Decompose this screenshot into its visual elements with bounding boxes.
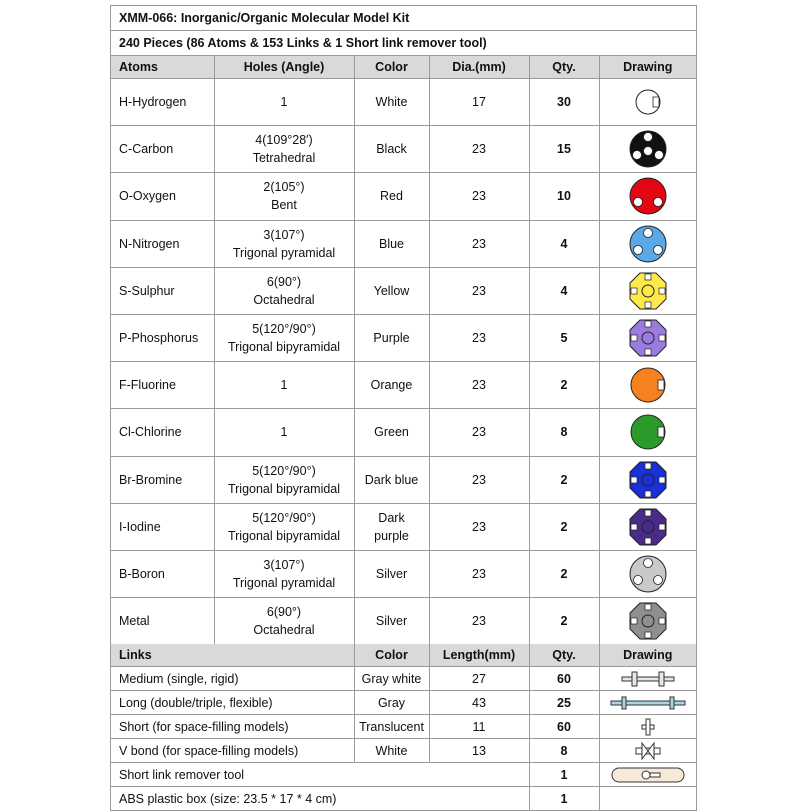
atom-color [354, 598, 429, 645]
metal-icon [628, 601, 668, 641]
atom-drawing [599, 409, 696, 456]
bromine-icon [628, 460, 668, 500]
atom-drawing [599, 598, 696, 645]
atom-holes-count: 1 [280, 425, 288, 440]
atom-drawing [599, 79, 696, 126]
extra-name: ABS plastic box (size: 23.5 * 17 * 4 cm) [111, 787, 529, 811]
atom-geometry: Trigonal pyramidal [232, 575, 336, 590]
atom-diameter: 23 [429, 456, 529, 503]
atom-diameter: 23 [429, 126, 529, 173]
link-name: V bond (for space-filling models) [111, 739, 354, 763]
medium-link-icon [608, 669, 688, 689]
extra-name: Short link remover tool [111, 763, 529, 787]
atom-color [354, 267, 429, 314]
atom-name: Cl-Chlorine [111, 409, 214, 456]
iodine-icon [628, 507, 668, 547]
atom-holes [214, 79, 354, 126]
atom-holes [214, 409, 354, 456]
atom-holes-count: 1 [280, 95, 288, 110]
atom-diameter: 23 [429, 409, 529, 456]
link-row [111, 691, 696, 715]
extra-drawing [599, 763, 696, 787]
atom-qty: 15 [529, 126, 599, 173]
atom-color-line: Orange [370, 378, 413, 393]
header-dia: Dia.(mm) [429, 56, 529, 79]
extra-qty: 1 [529, 787, 599, 811]
atom-color-line: purple [374, 528, 409, 543]
atom-qty: 2 [529, 362, 599, 409]
v-bond-icon [608, 741, 688, 761]
link-color: Translucent [354, 715, 429, 739]
atom-holes [214, 220, 354, 267]
atom-qty: 4 [529, 220, 599, 267]
atom-color-line: Green [374, 425, 409, 440]
atom-qty: 4 [529, 267, 599, 314]
atom-color-line: Dark blue [364, 472, 419, 487]
link-drawing [599, 739, 696, 763]
atom-holes-count: 4(109°28′) [255, 133, 313, 148]
atom-color [354, 126, 429, 173]
atom-row [111, 79, 696, 126]
atom-diameter: 23 [429, 550, 529, 597]
link-drawing [599, 667, 696, 691]
atom-name: I-Iodine [111, 503, 214, 550]
hydrogen-icon [628, 82, 668, 122]
atom-holes [214, 598, 354, 645]
fluorine-icon [628, 365, 668, 405]
atom-name: H-Hydrogen [111, 79, 214, 126]
chlorine-icon [628, 412, 668, 452]
atom-drawing [599, 220, 696, 267]
atoms-table [111, 56, 696, 644]
link-row [111, 739, 696, 763]
atom-geometry: Trigonal pyramidal [232, 245, 336, 260]
header-qty: Qty. [529, 56, 599, 79]
atoms-body [111, 79, 696, 645]
extra-drawing [599, 787, 696, 811]
atom-drawing [599, 173, 696, 220]
link-name: Short (for space-filling models) [111, 715, 354, 739]
short-link-icon [608, 717, 688, 737]
atom-holes-count: 3(107°) [263, 227, 305, 242]
header-link-qty: Qty. [529, 644, 599, 667]
header-length: Length(mm) [429, 644, 529, 667]
atom-holes [214, 550, 354, 597]
atom-color-line: Silver [375, 566, 408, 581]
atom-holes-count: 5(120°/90°) [252, 510, 316, 525]
atom-row [111, 220, 696, 267]
header-color: Color [354, 56, 429, 79]
atom-row [111, 314, 696, 361]
title-line-2: 240 Pieces (86 Atoms & 153 Links & 1 Short link remover tool) [111, 31, 696, 56]
link-color: Gray [354, 691, 429, 715]
link-qty: 25 [529, 691, 599, 715]
atom-diameter: 23 [429, 173, 529, 220]
atom-color-line: Silver [375, 614, 408, 629]
atom-holes-count: 3(107°) [263, 557, 305, 572]
link-name: Long (double/triple, flexible) [111, 691, 354, 715]
header-link-drawing: Drawing [599, 644, 696, 667]
atom-diameter: 23 [429, 220, 529, 267]
atom-name: P-Phosphorus [111, 314, 214, 361]
link-length: 13 [429, 739, 529, 763]
atom-row [111, 598, 696, 645]
sulphur-icon [628, 271, 668, 311]
atom-color-line: Dark [378, 510, 405, 525]
atom-name: S-Sulphur [111, 267, 214, 314]
atom-drawing [599, 456, 696, 503]
atom-color-line: White [375, 95, 408, 110]
atom-name: Metal [111, 598, 214, 645]
atom-qty: 30 [529, 79, 599, 126]
carbon-icon [628, 129, 668, 169]
atom-row [111, 173, 696, 220]
atom-geometry: Trigonal bipyramidal [227, 528, 341, 543]
atom-diameter: 23 [429, 314, 529, 361]
atom-diameter: 23 [429, 598, 529, 645]
atom-color [354, 550, 429, 597]
header-link-color: Color [354, 644, 429, 667]
extra-qty: 1 [529, 763, 599, 787]
link-qty: 8 [529, 739, 599, 763]
link-qty: 60 [529, 715, 599, 739]
atom-drawing [599, 550, 696, 597]
atom-row [111, 503, 696, 550]
link-qty: 60 [529, 667, 599, 691]
atom-qty: 2 [529, 456, 599, 503]
atom-color-line: Blue [378, 236, 405, 251]
atom-qty: 10 [529, 173, 599, 220]
link-name: Medium (single, rigid) [111, 667, 354, 691]
atom-holes-count: 5(120°/90°) [252, 322, 316, 337]
atom-holes [214, 456, 354, 503]
atom-diameter: 17 [429, 79, 529, 126]
atom-holes-count: 2(105°) [263, 180, 305, 195]
boron-icon [628, 554, 668, 594]
link-length: 43 [429, 691, 529, 715]
atom-color [354, 314, 429, 361]
atom-name: N-Nitrogen [111, 220, 214, 267]
atom-holes [214, 173, 354, 220]
nitrogen-icon [628, 224, 668, 264]
header-holes: Holes (Angle) [214, 56, 354, 79]
link-color: Gray white [354, 667, 429, 691]
atom-holes-count: 1 [280, 378, 288, 393]
links-body [111, 644, 696, 810]
atom-drawing [599, 267, 696, 314]
atom-color [354, 409, 429, 456]
atom-row [111, 267, 696, 314]
atom-qty: 2 [529, 503, 599, 550]
atom-color-line: Red [380, 189, 403, 204]
atom-geometry: Octahedral [253, 292, 315, 307]
atom-color [354, 220, 429, 267]
atom-holes-count: 5(120°/90°) [252, 463, 316, 478]
atom-color [354, 362, 429, 409]
link-length: 27 [429, 667, 529, 691]
atom-holes-count: 6(90°) [266, 605, 302, 620]
atom-holes [214, 126, 354, 173]
header-atoms: Atoms [111, 56, 214, 79]
atom-row [111, 126, 696, 173]
atom-qty: 2 [529, 550, 599, 597]
atom-holes [214, 362, 354, 409]
oxygen-icon [628, 176, 668, 216]
atom-geometry: Trigonal bipyramidal [227, 481, 341, 496]
atom-color-line: Black [376, 142, 407, 157]
atom-color [354, 79, 429, 126]
atom-diameter: 23 [429, 503, 529, 550]
atom-color [354, 503, 429, 550]
header-drawing: Drawing [599, 56, 696, 79]
link-row [111, 715, 696, 739]
atom-geometry: Octahedral [253, 623, 315, 638]
extra-row [111, 763, 696, 787]
atom-row [111, 409, 696, 456]
remover-tool-icon [608, 765, 688, 785]
atom-name: B-Boron [111, 550, 214, 597]
spec-sheet [110, 5, 697, 811]
atom-geometry: Trigonal bipyramidal [227, 340, 341, 355]
atom-holes [214, 503, 354, 550]
atom-qty: 2 [529, 598, 599, 645]
atom-name: C-Carbon [111, 126, 214, 173]
atom-qty: 8 [529, 409, 599, 456]
atom-qty: 5 [529, 314, 599, 361]
atom-name: O-Oxygen [111, 173, 214, 220]
atom-drawing [599, 362, 696, 409]
atom-holes [214, 267, 354, 314]
links-table [111, 644, 696, 810]
phosphorus-icon [628, 318, 668, 358]
atom-holes [214, 314, 354, 361]
atom-row [111, 456, 696, 503]
atom-row [111, 550, 696, 597]
link-row [111, 667, 696, 691]
atom-color-line: Purple [373, 331, 410, 346]
atom-drawing [599, 503, 696, 550]
atom-name: F-Fluorine [111, 362, 214, 409]
link-drawing [599, 691, 696, 715]
extra-row [111, 787, 696, 811]
atom-diameter: 23 [429, 362, 529, 409]
header-links: Links [111, 644, 354, 667]
atom-diameter: 23 [429, 267, 529, 314]
atom-color [354, 456, 429, 503]
atom-drawing [599, 314, 696, 361]
atom-row [111, 362, 696, 409]
atom-color-line: Yellow [373, 283, 410, 298]
long-link-icon [608, 693, 688, 713]
atom-holes-count: 6(90°) [266, 274, 302, 289]
atom-geometry: Tetrahedral [252, 151, 316, 166]
link-length: 11 [429, 715, 529, 739]
atom-name: Br-Bromine [111, 456, 214, 503]
atom-geometry: Bent [271, 198, 297, 213]
title-line-1: XMM-066: Inorganic/Organic Molecular Model Kit [111, 6, 696, 31]
atom-drawing [599, 126, 696, 173]
atom-color [354, 173, 429, 220]
link-color: White [354, 739, 429, 763]
link-drawing [599, 715, 696, 739]
